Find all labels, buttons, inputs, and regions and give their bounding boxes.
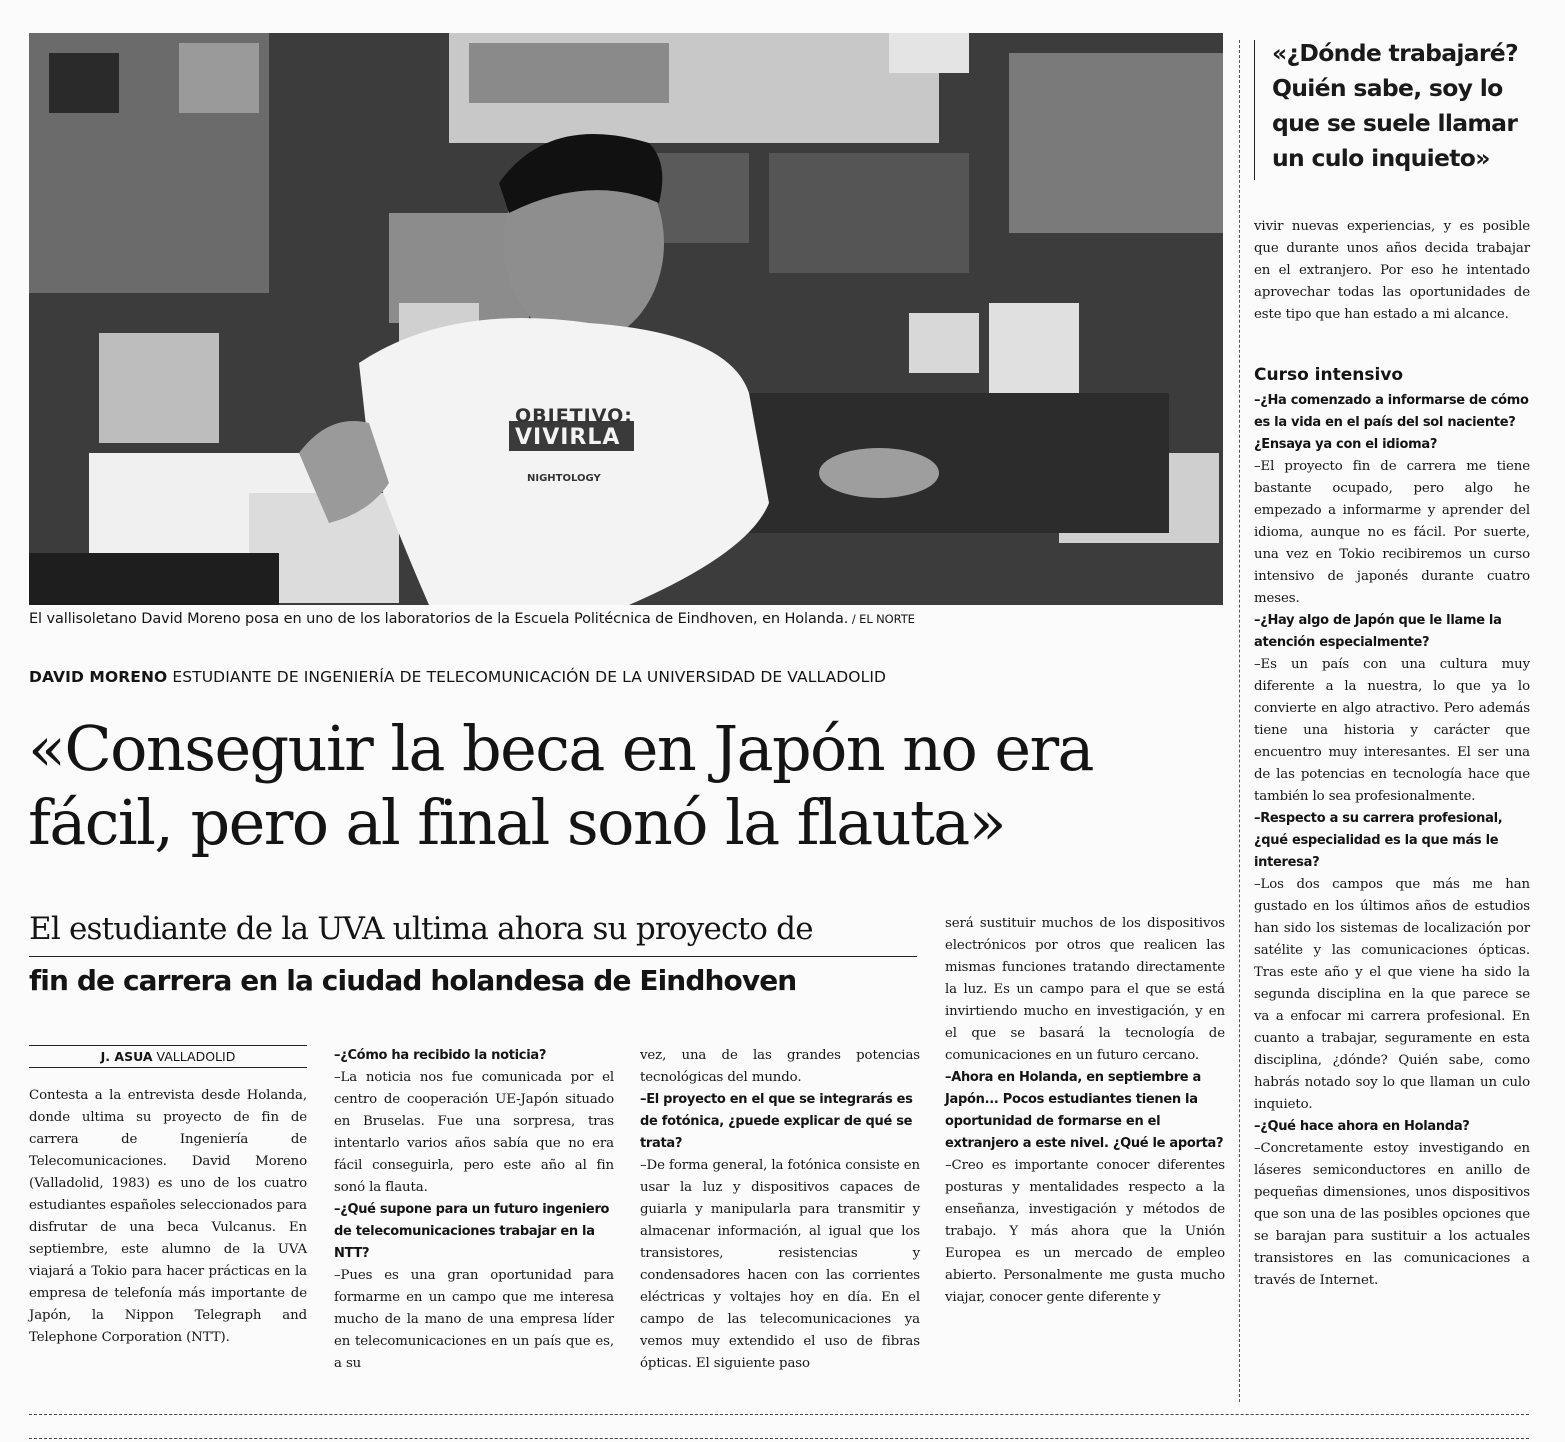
body-column-5 [1254, 216, 1530, 326]
headline: «Conseguir la beca en Japón no era fácil, pero al final sonó la flauta» [28, 712, 1093, 859]
question: –¿Qué supone para un futuro ingeniero de telecomunicaciones trabajar en la NTT? [334, 1202, 610, 1261]
body-column-5-continued [1254, 390, 1530, 1292]
answer: –Es un país con una cultura muy diferente a la nuestra, lo que ya lo convierte en algo atractivo. Pero además tiene una historia y carácter que encuentro muy interesantes. El ser una de las potencias en tecnología hace que también lo sea profesionalmente. [1254, 657, 1530, 804]
caption-credit: / EL NORTE [848, 612, 915, 626]
lab-photo-illustration [29, 33, 1223, 605]
kicker-name: DAVID MORENO [29, 668, 168, 686]
shirt-text-line1: OBJETIVO: [515, 405, 633, 427]
question: –¿Qué hace ahora en Holanda? [1254, 1119, 1470, 1134]
byline-author: J. ASUA [100, 1049, 153, 1064]
question: –¿Cómo ha recibido la noticia? [334, 1048, 547, 1063]
bottom-divider [29, 1438, 1529, 1439]
answer: vez, una de las grandes potencias tecnológicas del mundo. [640, 1048, 920, 1085]
byline-place: VALLADOLID [152, 1049, 236, 1064]
subhead-line2: fin de carrera en la ciudad holandesa de Eindhoven [29, 964, 797, 997]
byline [29, 1045, 307, 1068]
question: –Respecto a su carrera profesional, ¿qué especialidad es la que más le interesa? [1254, 811, 1503, 870]
photo-caption [29, 611, 1229, 627]
subhead-divider [29, 956, 917, 957]
body-column-1 [29, 1085, 307, 1349]
question: –Ahora en Holanda, en septiembre a Japón... Pocos estudiantes tienen la oportunidad de formarse en el extranjero a este nivel. ¿Qué le aporta? [945, 1070, 1224, 1151]
answer: vivir nuevas experiencias, y es posible que durante unos años decida trabajar en el extranjero. Por eso he intentado aprovechar todas las oportunidades de este tipo que han estado a mi alcance. [1254, 219, 1530, 322]
caption-text: El vallisoletano David Moreno posa en uno de los laboratorios de la Escuela Politécnica de Eindhoven, en Holanda. [29, 611, 849, 627]
kicker [29, 668, 1229, 686]
question: –¿Ha comenzado a informarse de cómo es la vida en el país del sol naciente? ¿Ensaya ya con el idioma? [1254, 393, 1529, 452]
answer: –Creo es importante conocer diferentes posturas y mentalidades respecto a la enseñanza, investigación y métodos de trabajo. Y más ahora que la Unión Europea es un mercado de empleo abierto. Personalmente me gusta mucho viajar, conocer gente diferente y [945, 1158, 1225, 1305]
answer: –Concretamente estoy investigando en láseres semiconductores en anillo de pequeñas dimensiones, unos dispositivos que son una de las posibles opciones que se barajan para sustituir a los actuales transistores en las comunicaciones a través de Internet. [1254, 1141, 1530, 1288]
pull-quote: «¿Dónde trabajaré? Quién sabe, soy lo que se suele llamar un culo inquieto» [1272, 39, 1518, 172]
answer: –La noticia nos fue comunicada por el centro de cooperación UE-Japón situado en Bruselas. Fue una sorpresa, tras intentarlo varios años sabía que no era fácil conseguirla, pero este año al fin sonó la flauta. [334, 1070, 614, 1195]
body-column-4 [945, 913, 1225, 1309]
body-column-2 [334, 1045, 614, 1375]
intro-paragraph: Contesta a la entrevista desde Holanda, donde ultima su proyecto de fin de carrera de Ingeniería de Telecomunicaciones. David Moreno (Valladolid, 1983) es uno de los cuatro estudiantes españoles seleccionados para disfrutar de una beca Vulcanus. En septiembre, este alumno de la UVA viajará a Tokio para hacer prácticas en la empresa de telefonía más importante de Japón, la Nippon Telegraph and Telephone Corporation (NTT). [29, 1088, 307, 1345]
column-divider [1239, 40, 1240, 1402]
question: –¿Hay algo de Japón que le llame la atención especialmente? [1254, 613, 1502, 650]
body-column-3 [640, 1045, 920, 1375]
article-photo [29, 33, 1223, 605]
shirt-logo-text: NIGHTOLOGY [527, 473, 601, 484]
answer: –Los dos campos que más me han gustado en los últimos años de estudios han sido los sistemas de localización por satélite y las comunicaciones ópticas. Tras este año y el que viene ha sido la segunda disciplina en la que parece se va a enfocar mi carrera profesional. En cuanto a trabajar, seguramente en esta disciplina, ¿dónde? Quién sabe, como habrás notado soy lo que llaman un culo inquieto. [1254, 877, 1530, 1112]
kicker-role: ESTUDIANTE DE INGENIERÍA DE TELECOMUNICACIÓN DE LA UNIVERSIDAD DE VALLADOLID [167, 668, 887, 686]
answer: –De forma general, la fotónica consiste en usar la luz y dispositivos capaces de guiarla y manipularla para transmitir y almacenar información, al igual que los transistores, resistencias y condensadores hacen con las corrientes eléctricas y voltajes hoy en día. En el campo de las telecomunicaciones ya vemos muy extendido el uso de fibras ópticas. El siguiente paso [640, 1158, 920, 1371]
question: –El proyecto en el que se integrarás es de fotónica, ¿puede explicar de qué se trata? [640, 1092, 913, 1151]
shirt-text-line2: VIVIRLA [515, 425, 621, 450]
answer: –El proyecto fin de carrera me tiene bastante ocupado, pero algo he empezado a informarme y aprender del idioma, aunque no es fácil. Por suerte, una vez en Tokio recibiremos un curso intensivo de japonés durante cuatro meses. [1254, 459, 1530, 606]
answer: –Pues es una gran oportunidad para formarme en un campo que me interesa mucho de la mano de una empresa líder en telecomunicaciones en un país que es, a su [334, 1268, 614, 1371]
pullquote-rule [1254, 40, 1255, 180]
answer: será sustituir muchos de los dispositivos electrónicos por otros que realicen las mismas funciones tratando directamente la luz. Es un campo para el que se está invirtiendo mucho en investigación, y en el que se basará la tecnología de comunicaciones en un futuro cercano. [945, 916, 1225, 1063]
subhead-line1: El estudiante de la UVA ultima ahora su proyecto de [29, 911, 813, 947]
section-heading: Curso intensivo [1254, 365, 1404, 385]
bottom-divider [29, 1414, 1529, 1415]
